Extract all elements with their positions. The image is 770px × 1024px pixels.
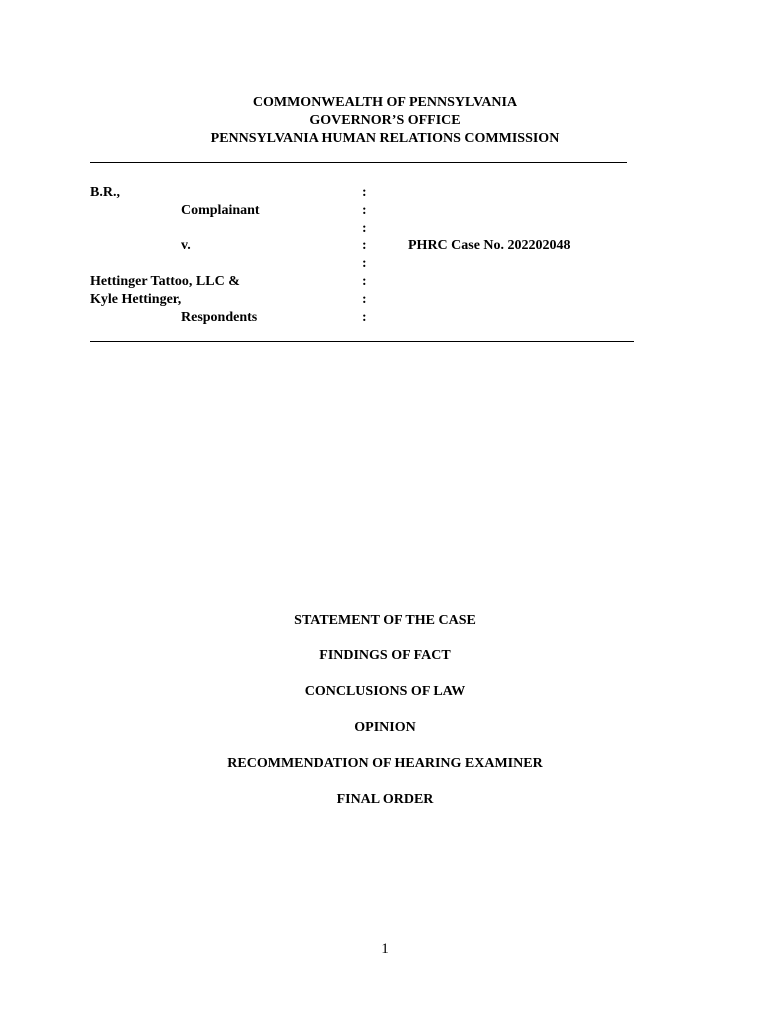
header-commonwealth: COMMONWEALTH OF PENNSYLVANIA — [252, 95, 518, 110]
caption-colon: : — [362, 185, 367, 200]
header-commission: PENNSYLVANIA HUMAN RELATIONS COMMISSION — [210, 131, 560, 146]
versus-label: v. — [181, 238, 191, 253]
contents-item-conclusions: CONCLUSIONS OF LAW — [304, 684, 466, 699]
caption-colon: : — [362, 221, 367, 236]
page-number: 1 — [381, 941, 389, 957]
caption-colon: : — [362, 310, 367, 325]
respondent-name-2: Kyle Hettinger, — [90, 292, 182, 307]
header-divider — [90, 162, 627, 163]
header-governors-office: GOVERNOR’S OFFICE — [309, 113, 461, 128]
complainant-role: Complainant — [181, 203, 260, 218]
contents-item-statement: STATEMENT OF THE CASE — [294, 613, 476, 628]
case-number: PHRC Case No. 202202048 — [408, 238, 571, 253]
contents-item-final-order: FINAL ORDER — [336, 792, 434, 807]
caption-colon: : — [362, 292, 367, 307]
contents-item-findings: FINDINGS OF FACT — [319, 648, 451, 663]
complainant-name: B.R., — [90, 185, 120, 200]
contents-item-opinion: OPINION — [354, 720, 416, 735]
caption-colon: : — [362, 256, 367, 271]
caption-divider — [90, 341, 634, 342]
caption-colon: : — [362, 203, 367, 218]
respondent-role: Respondents — [181, 310, 258, 325]
caption-colon: : — [362, 238, 367, 253]
contents-item-recommendation: RECOMMENDATION OF HEARING EXAMINER — [227, 756, 543, 771]
caption-colon: : — [362, 274, 367, 289]
respondent-name-1: Hettinger Tattoo, LLC & — [90, 274, 240, 289]
